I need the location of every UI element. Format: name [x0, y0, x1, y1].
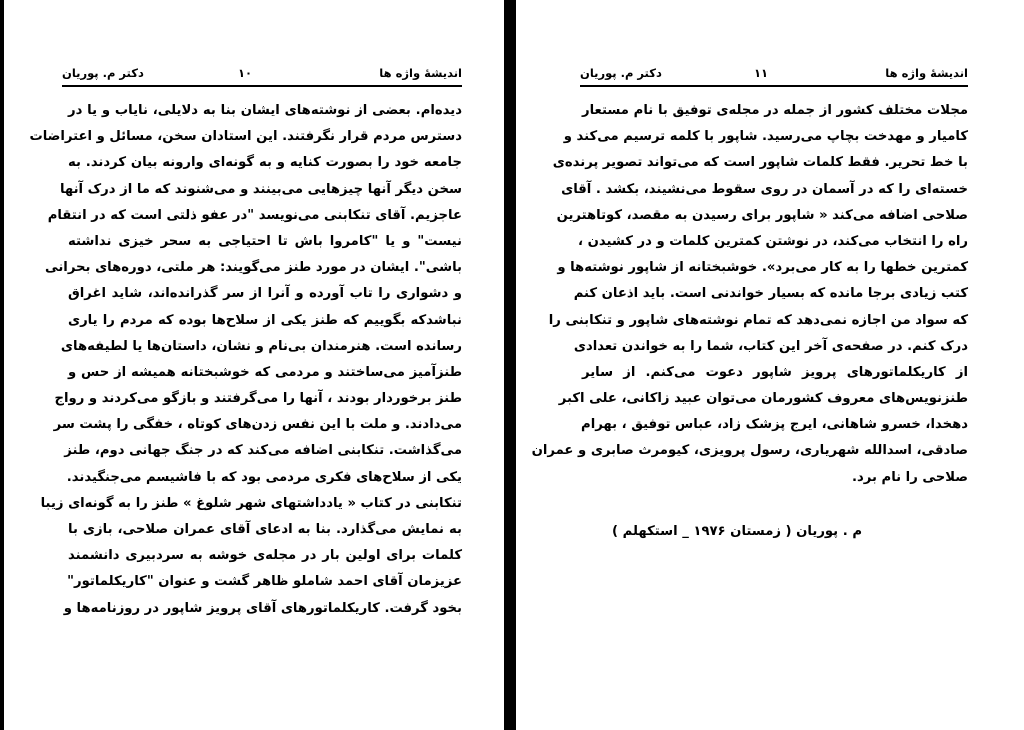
right-page [516, 0, 1024, 730]
text-line: جامعه خود را بصورت کنایه و به گونه‌ای وارونه بیان کردند. به [68, 155, 462, 171]
right-header-author: دکتر م. پوریان [580, 66, 662, 80]
text-line: طنز برخوردار بودند ، آنها را می‌گرفتند و بازگو می‌کردند و رواج [54, 391, 462, 407]
text-line: نباشدکه بگوییم که طنز یکی از سلاح‌ها بوده که مردم را یاری [68, 312, 462, 328]
right-body-text [531, 98, 968, 491]
left-header-rule [62, 85, 462, 87]
signature-line: م . پوریان ( زمستان ۱۹۷۶ _ استکهلم ) [612, 524, 862, 539]
text-line: کلمات برای اولین بار در مجله‌ی خوشه به سردبیری دانشمند [68, 548, 462, 564]
text-line: طنزآمیز می‌ساختند و مردمی که خوشبختانه همیشه از حس و [68, 364, 462, 380]
left-header-author: دکتر م. پوریان [62, 66, 144, 80]
text-line: درک کنم. در صفحه‌ی آخر این کتاب، شما را به خواندن تعدادی [573, 338, 968, 354]
text-line: عزیزمان آقای احمد شاملو ظاهر گشت و عنوان "کاریکلماتور" [67, 574, 462, 590]
text-line: نیست" و یا "کامروا باش تا احتیاجی به سحر خیزی نداشته [68, 233, 462, 249]
text-line: یکی از سلاح‌های فکری مردمی بود که با فاشیسم می‌جنگیدند. [66, 469, 462, 485]
text-line: دسترس مردم قرار نگرفتند. این استادان سخن، مسائل و اعتراضات [29, 129, 462, 145]
text-line: صلاحی را نام برد. [852, 469, 968, 485]
text-line: کتب زیادی برجا مانده که بسیار خواندنی است. باید اذعان کنم [573, 286, 968, 302]
left-page [4, 0, 504, 730]
right-header-title: اندیشهٔ واژه ها [885, 66, 968, 80]
right-page-number: ۱۱ [753, 66, 768, 80]
right-running-head [580, 64, 968, 82]
text-line: می‌دادند. و ملت با این نفس زدن‌های کوتاه ، خفگی را پشت سر [53, 417, 462, 433]
text-line: دیده‌ام. بعضی از نوشته‌های ایشان بنا به دلایلی، نایاب و یا در [68, 103, 462, 118]
text-line: می‌گذاشت. تنکابنی اضافه می‌کند که در جنگ جهانی دوم، طنز [64, 443, 462, 459]
left-body-text [29, 98, 462, 622]
text-line: راه را انتخاب می‌کند، در نوشتن کمترین کلمات و در کشیدن ، [578, 233, 968, 249]
text-line: خسته‌ای را که در آسمان در روی سقوط می‌نشیند، بکشد . آقای [561, 181, 968, 197]
text-line: با خط تحریر. فقط کلمات شاپور است که می‌تواند تصویر پرنده‌ی [552, 155, 968, 171]
left-header-title: اندیشهٔ واژه ها [379, 66, 462, 80]
text-line: طنزنویس‌های معروف کشورمان می‌توان عبید زاکانی، علی اکبر [558, 391, 968, 407]
left-page-number: ۱۰ [237, 66, 252, 80]
text-line: سخن دیگر آنها چیزهایی می‌بینند و می‌شنوند که ما از درک آنها [59, 181, 462, 197]
text-line: رسانده است. هنرمندان بی‌نام و نشان، داستان‌ها یا لطیفه‌های [60, 338, 462, 354]
right-header-rule [580, 85, 968, 87]
text-line: کامیار و مهدخت بچاپ می‌رسید. شاپور با کلمه ترسیم می‌کند و [563, 129, 968, 145]
text-line: به نمایش می‌گذارد. بنا به ادعای آقای عمران صلاحی، بازی با [68, 522, 462, 537]
text-line: کمترین خطها را به کار می‌برد». خوشبختانه از شاپور نوشته‌ها و [557, 260, 968, 276]
text-line: مجلات مختلف کشور از جمله در مجله‌ی توفیق با نام مستعار [582, 103, 968, 118]
text-line: تنکابنی در کتاب « یادداشتهای شهر شلوغ » طنز را به گونه‌ای زیبا [40, 495, 462, 511]
left-running-head [62, 64, 462, 82]
text-line: از کاریکلماتورهای پرویز شاپور دعوت می‌کنم. از سایر [582, 364, 968, 380]
text-line: صادقی، اسدالله شهریاری، رسول پرویزی، کیومرث صابری و عمران [531, 443, 968, 459]
text-line: و دشواری را تاب آورده و آنرا از سر گذرانده‌اند، شاید اغراق [68, 286, 462, 302]
text-line: که سواد من اجازه نمی‌دهد که تمام نوشته‌های شاپور و تنکابنی را [548, 312, 968, 328]
text-line: دهخدا، خسرو شاهانی، ایرج پزشک زاد، عباس توفیق ، بهرام [581, 417, 968, 433]
text-line: بخود گرفت. کاریکلماتورهای آقای پرویز شاپور در روزنامه‌ها و [63, 600, 462, 616]
text-line: عاجزیم. آقای تنکابنی می‌نویسد "در عفو ذلتی است که در انتقام [47, 207, 462, 223]
text-line: صلاحی اضافه می‌کند « شاپور برای رسیدن به مقصد، کوتاهترین [556, 207, 968, 223]
text-line: باشی". ایشان در مورد طنز می‌گویند: هر ملتی، دوره‌های بحرانی [45, 260, 462, 276]
